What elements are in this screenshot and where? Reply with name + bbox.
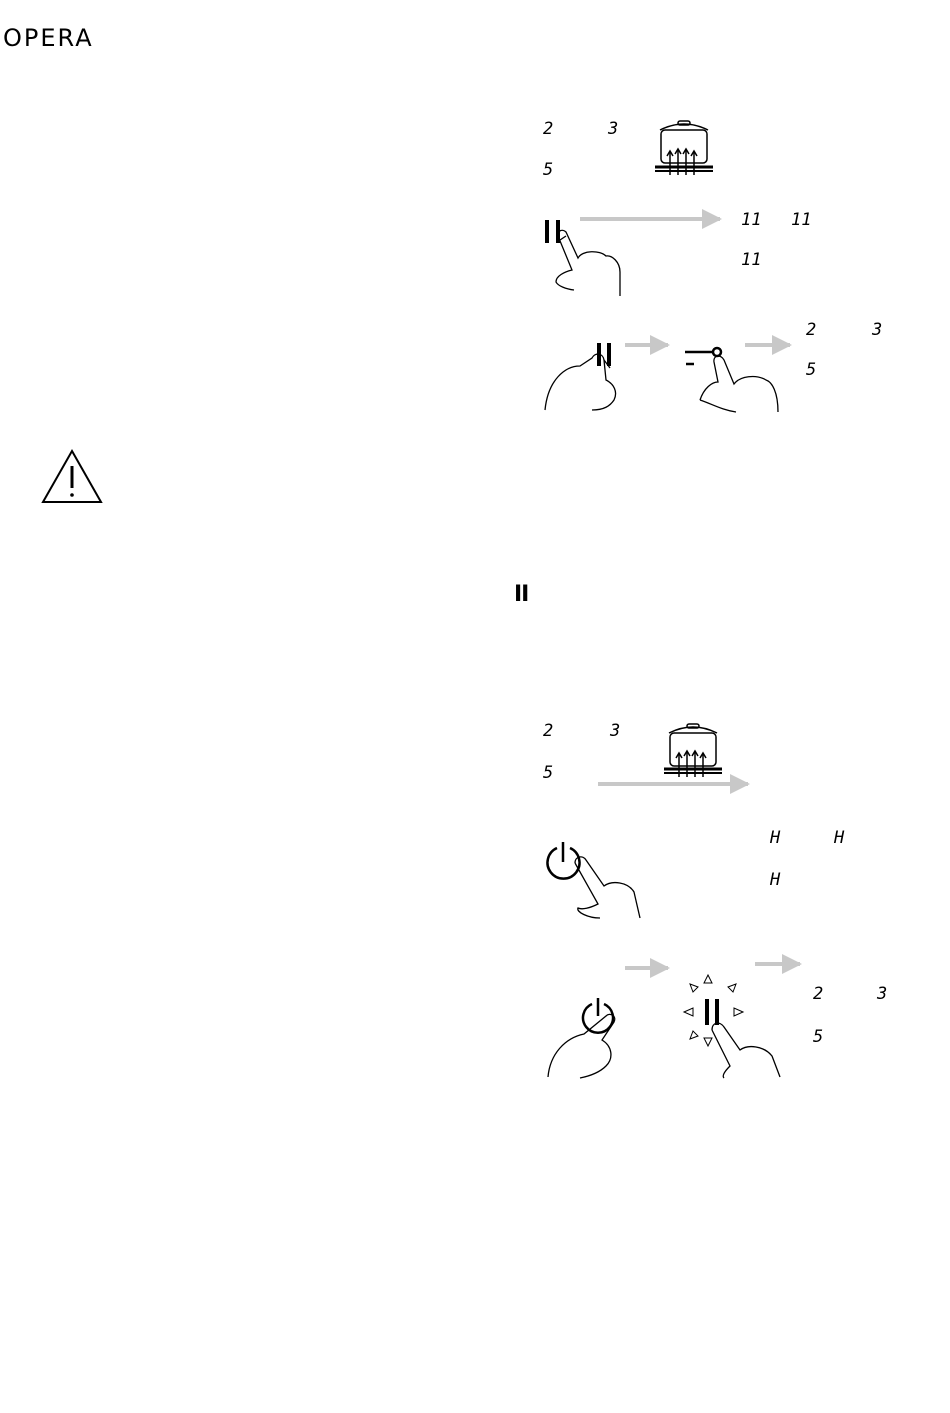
pot-on-hob-icon — [664, 724, 722, 777]
zone-display-2: 3 — [610, 721, 621, 741]
finger-pressing-icon — [700, 356, 778, 412]
finger-pressing-icon — [548, 1014, 615, 1078]
pot-on-hob-icon — [655, 121, 713, 175]
lock-key-icon — [685, 348, 721, 364]
zone-display-2: 3 — [608, 119, 619, 139]
power-icon — [548, 842, 580, 879]
hot-display-1: H — [770, 828, 781, 848]
zone-display-3: 5 — [543, 763, 554, 783]
paused-display-3: 11 — [741, 250, 762, 270]
zone-display-1: 2 — [543, 721, 554, 741]
warning-triangle-icon — [43, 451, 101, 502]
finger-pressing-icon — [712, 1023, 780, 1078]
resumed-display-1: 2 — [813, 984, 824, 1004]
hot-display-2: H — [834, 828, 845, 848]
finger-pressing-icon — [575, 857, 640, 918]
zone-display-1: 2 — [543, 119, 554, 139]
resumed-display-3: 5 — [806, 360, 817, 380]
hot-display-3: H — [770, 870, 781, 890]
zone-display-3: 5 — [543, 160, 554, 180]
finger-pressing-icon — [556, 230, 620, 296]
pause-symbol: II — [514, 582, 529, 607]
resumed-display-3: 5 — [813, 1027, 824, 1047]
power-icon — [583, 998, 613, 1033]
brand-logo: OPERA — [3, 24, 94, 52]
finger-pressing-icon — [545, 354, 616, 410]
resumed-display-1: 2 — [806, 320, 817, 340]
paused-display-1: 11 — [741, 210, 762, 230]
resumed-display-2: 3 — [872, 320, 883, 340]
paused-display-2: 11 — [791, 210, 812, 230]
blinking-pause-key-icon — [684, 975, 743, 1046]
pause-key-icon — [545, 220, 560, 243]
resumed-display-2: 3 — [877, 984, 888, 1004]
